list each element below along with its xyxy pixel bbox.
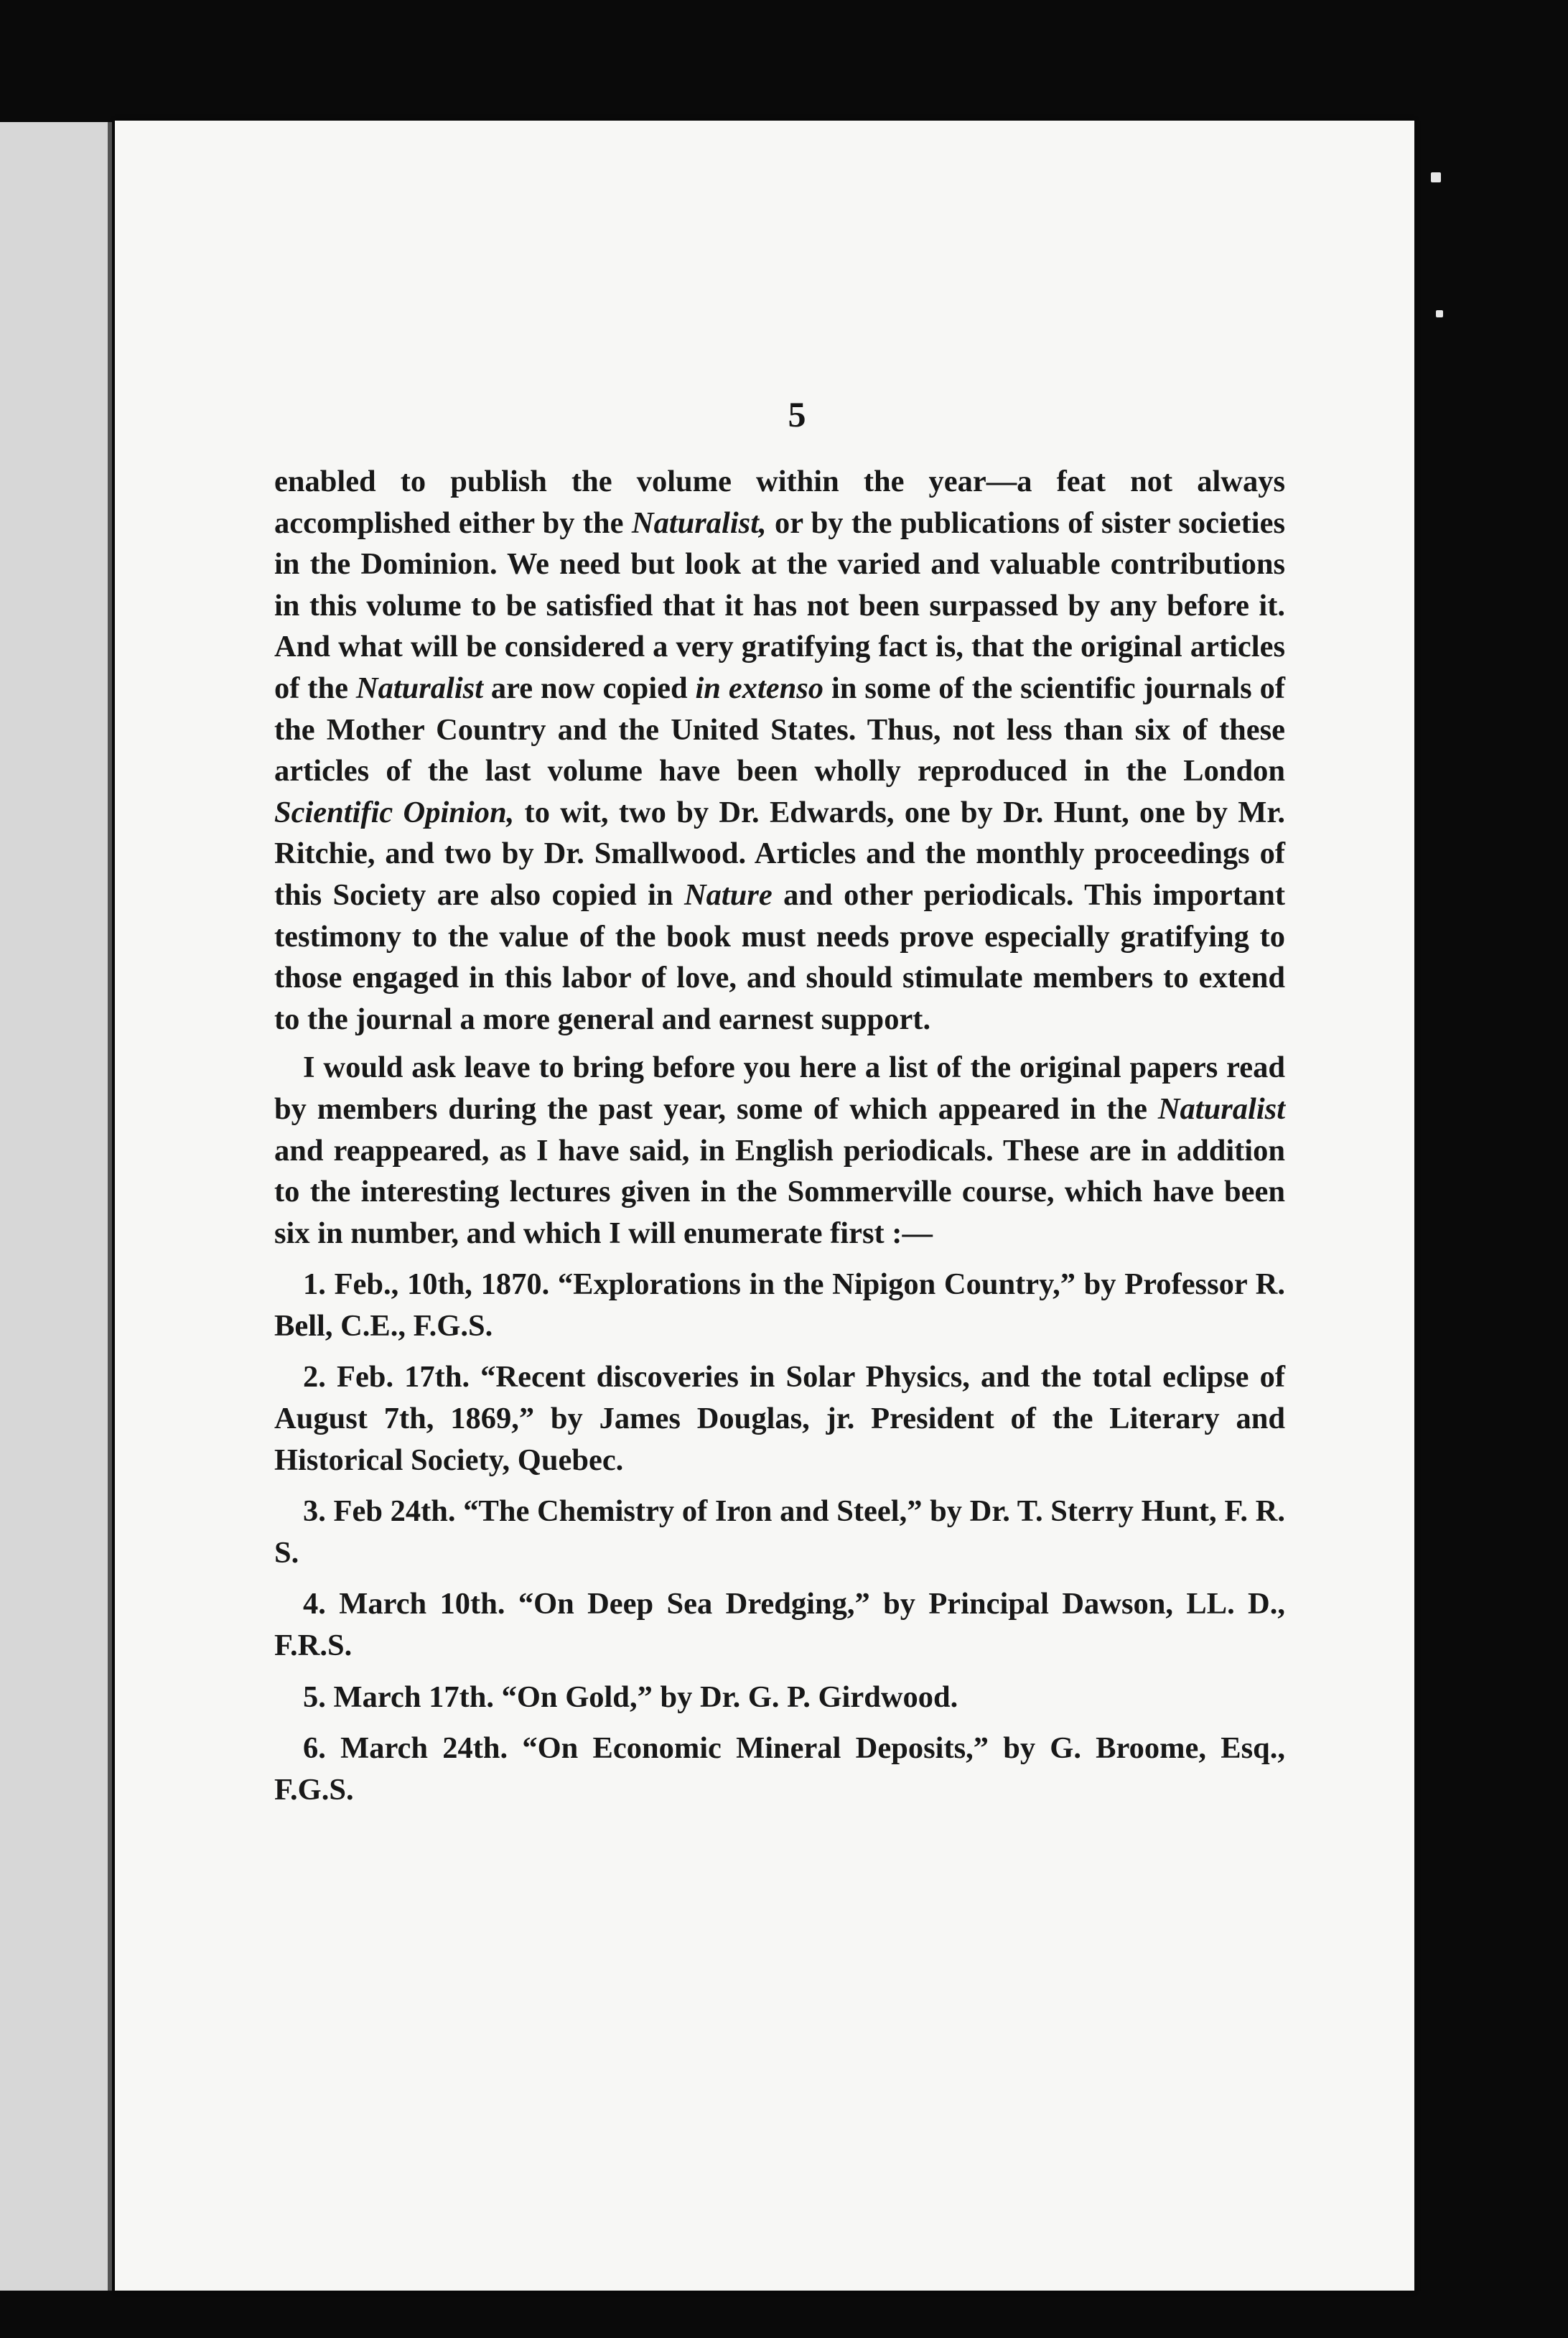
- italic-run: Naturalist: [1157, 1091, 1285, 1126]
- lecture-item-6: 6. March 24th. “On Economic Mineral Deposits,” by G. Broome, Esq., F.G.S.: [274, 1731, 1285, 1807]
- scan-speck: [1431, 172, 1441, 182]
- italic-run: Nature: [683, 877, 773, 912]
- text-run: and reappeared, as I have said, in English periodicals. These are in addition to the interesting lectures given in the Sommerville course, which have been six in number, and which I will enumerate first :—: [274, 1133, 1285, 1250]
- document-page: [115, 121, 1414, 2291]
- adjacent-page-edge: [0, 122, 108, 2291]
- page-number: 5: [788, 394, 806, 434]
- italic-run: Scientific Opinion,: [274, 795, 515, 829]
- text-run: to wit, two by Dr. Edwards, one by Dr. Hunt, one by Mr. Ritchie, and two by Dr. Smallwood. Articles and the monthly proceedings of this Society are also copied in: [274, 795, 1285, 912]
- italic-run: in extenso: [695, 671, 824, 705]
- lecture-item-2: 2. Feb. 17th. “Recent discoveries in Solar Physics, and the total eclipse of August 7th, 1869,” by James Douglas, jr. President of the Literary and Historical Society, Quebec.: [274, 1360, 1285, 1477]
- lecture-item-5: 5. March 17th. “On Gold,” by Dr. G. P. Girdwood.: [303, 1680, 958, 1714]
- scan-speck: [1436, 310, 1443, 317]
- lecture-item-1: 1. Feb., 10th, 1870. “Explorations in the Nipigon Country,” by Professor R. Bell, C.E., F.G.S.: [274, 1267, 1285, 1343]
- lecture-item-4: 4. March 10th. “On Deep Sea Dredging,” by Principal Dawson, LL. D., F.R.S.: [274, 1587, 1285, 1663]
- paragraph-2: [274, 1047, 1285, 1254]
- paragraph-1: [274, 461, 1285, 1040]
- page-gutter: [108, 122, 112, 2291]
- italic-run: Naturalist,: [631, 506, 767, 540]
- lecture-item-3: 3. Feb 24th. “The Chemistry of Iron and Steel,” by Dr. T. Sterry Hunt, F. R. S.: [274, 1494, 1285, 1570]
- text-run: and other periodicals. This important testimony to the value of the book must needs prove especially gratifying to those engaged in this labor of love, and should stimulate members to extend to the journal a more general and earnest support.: [274, 877, 1285, 1036]
- text-run: are now copied: [483, 671, 696, 705]
- page-body: [274, 461, 1285, 1810]
- text-run: enabled to publish the volume within the year—a feat not always accomplished either by the: [274, 465, 1285, 540]
- text-run: or by the publications of sister societies in the Dominion. We need but look at the varied and valuable contributions in this volume to be satisfied that it has not been surpassed by any before it. And what will be considered a very gratifying fact is, that the original articles of the: [274, 506, 1285, 705]
- text-run: in some of the scientific journals of the Mother Country and the United States. Thus, not less than six of these articles of the last volume have been wholly reproduced in the London: [274, 671, 1285, 788]
- italic-run: Naturalist: [355, 671, 484, 705]
- text-run: I would ask leave to bring before you here a list of the original papers read by members during the past year, some of which appeared in the: [274, 1051, 1285, 1126]
